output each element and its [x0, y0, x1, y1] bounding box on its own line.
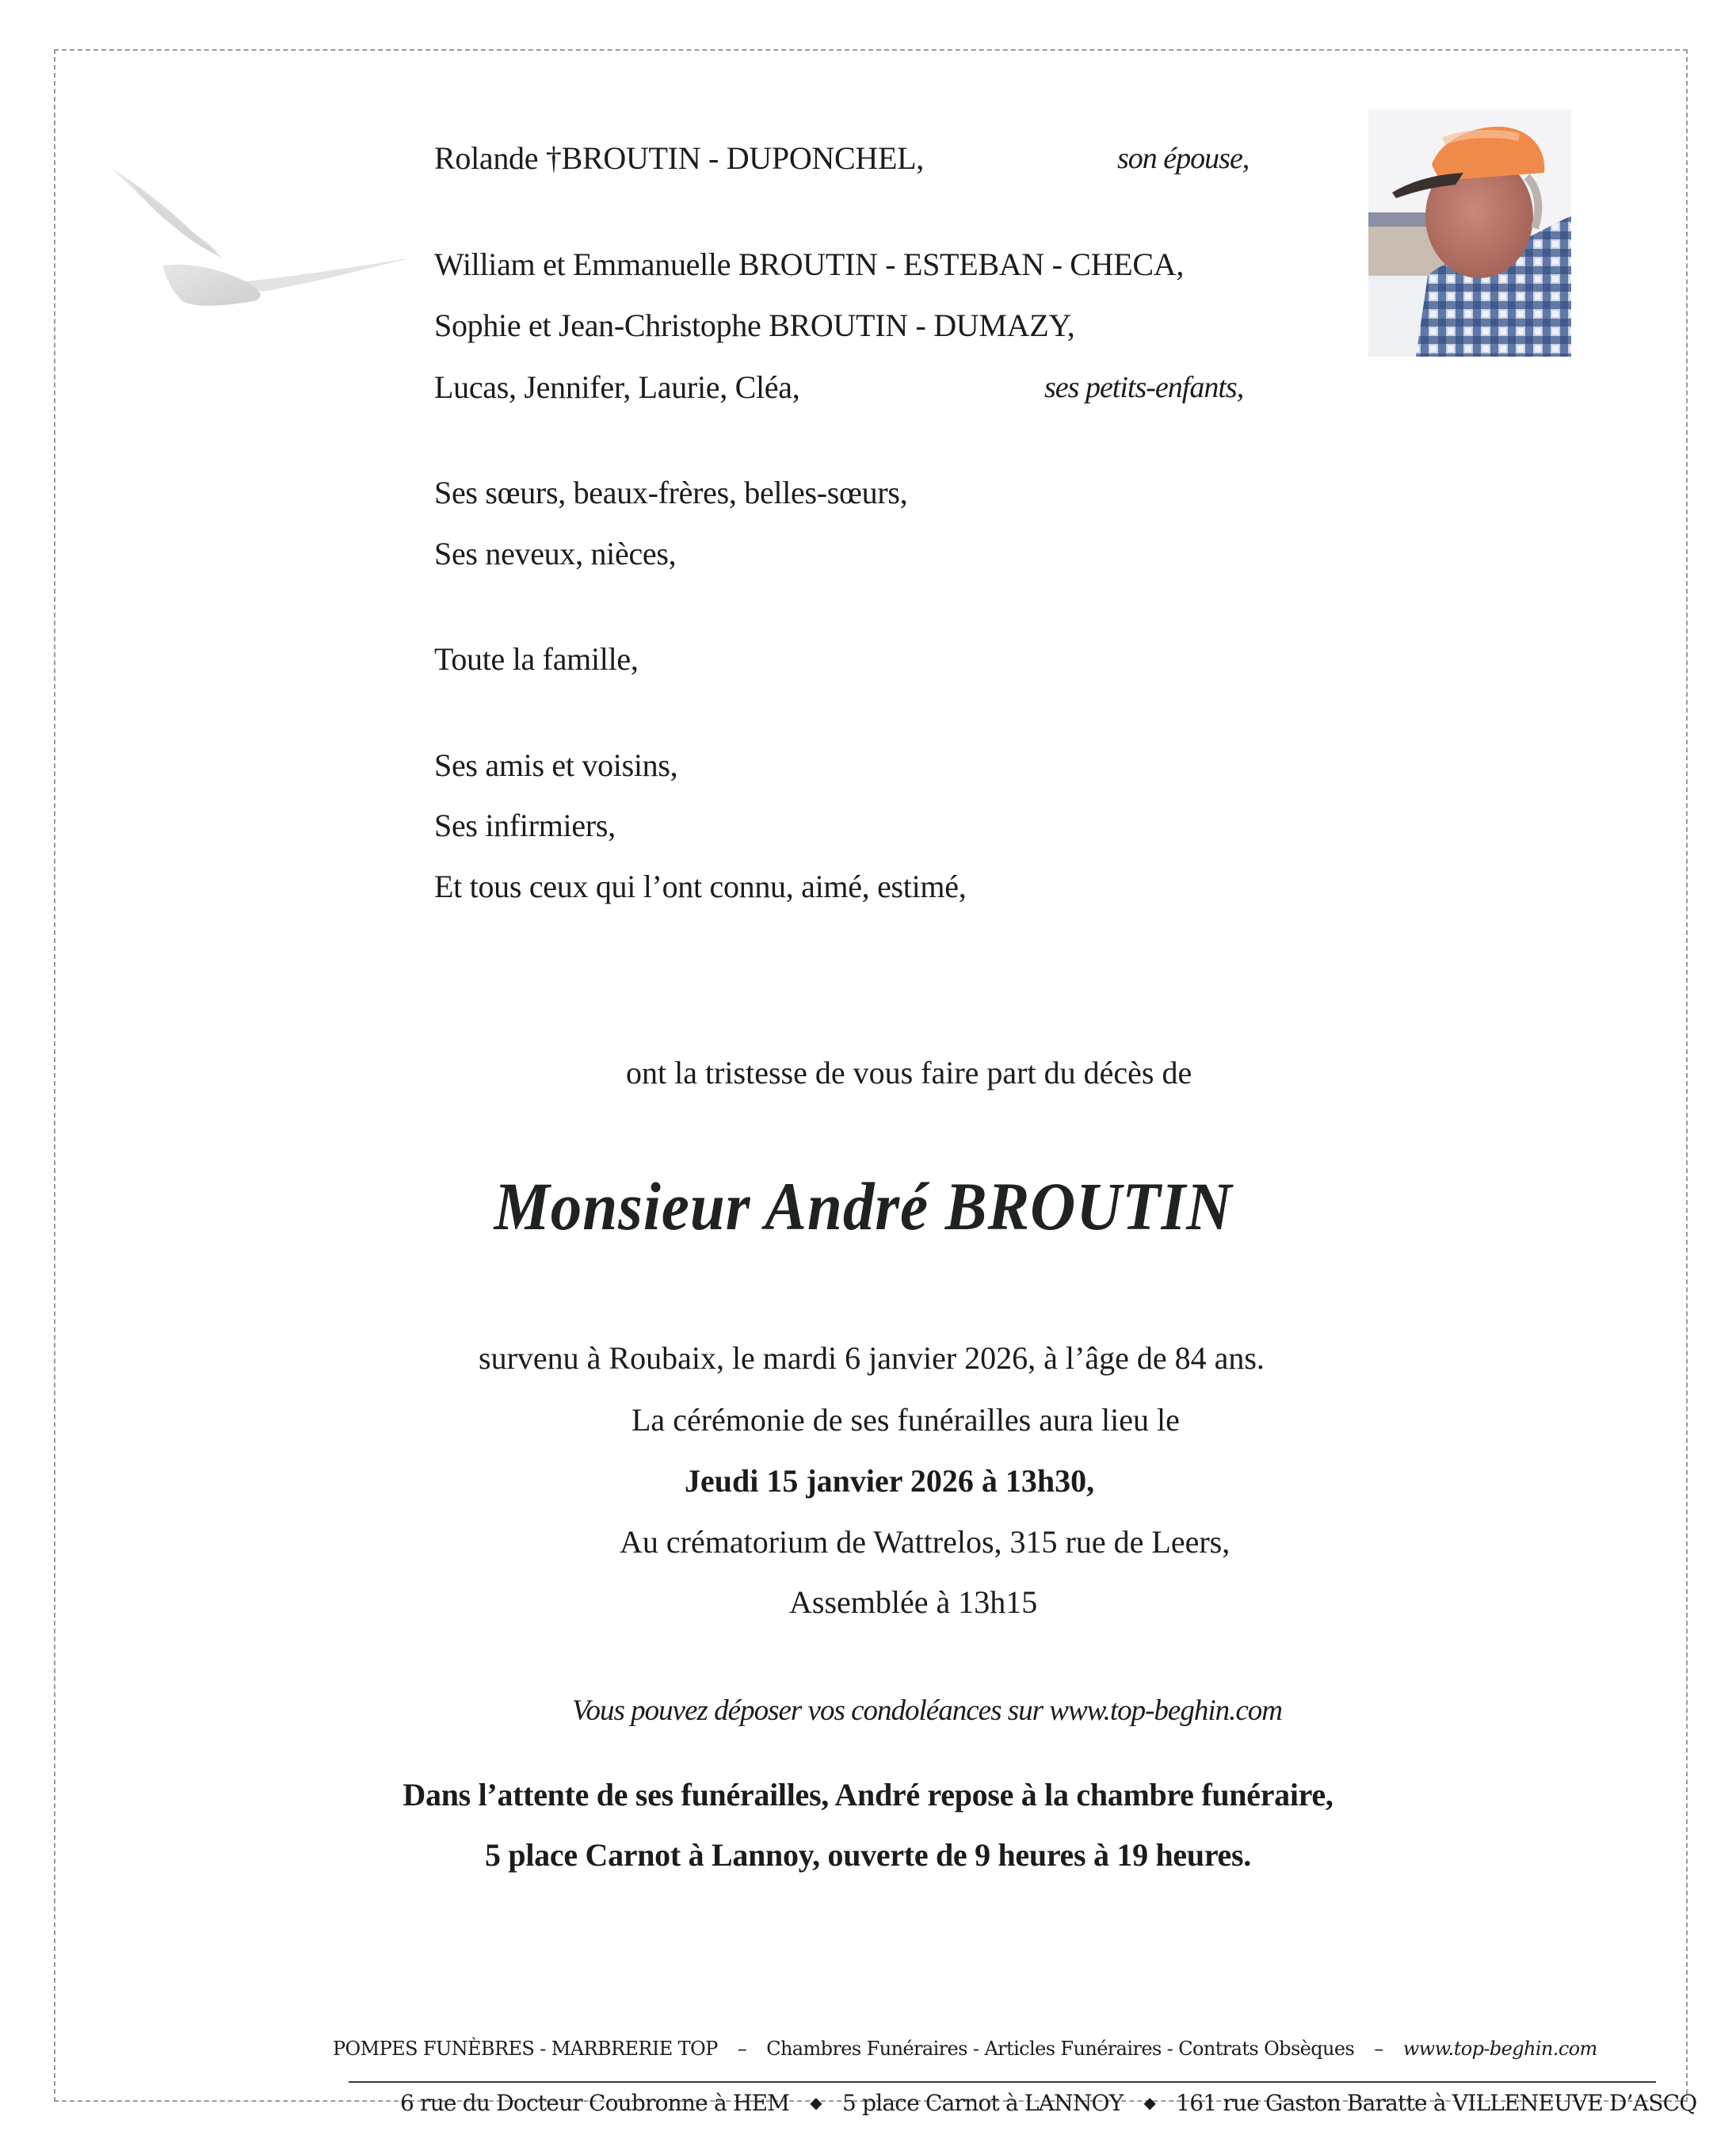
condolences-note: Vous pouvez déposer vos condoléances sur www.top-beghin.com [572, 1694, 1283, 1727]
family-all-line: Toute la famille, [434, 641, 639, 677]
relatives-line: Ses neveux, nièces, [434, 536, 677, 571]
footer-services: Chambres Funéraires - Articles Funéraires - Contrats Obsèques [766, 2038, 1355, 2060]
spouse-first-name: Rolande [434, 140, 539, 176]
rest-line-2: 5 place Carnot à Lannoy, ouverte de 9 heures à 19 heures. [485, 1837, 1251, 1873]
rest-line-1: Dans l’attente de ses funérailles, André repose à la chambre funéraire, [403, 1777, 1333, 1813]
footer-addresses-line [400, 2089, 1696, 2117]
footer-company: POMPES FUNÈBRES - MARBRERIE TOP [333, 2038, 718, 2060]
footer-website-link[interactable]: www.top-beghin.com [1402, 2038, 1597, 2060]
portrait-photo [1368, 109, 1571, 357]
child-line: Sophie et Jean-Christophe BROUTIN - DUMAZY, [434, 308, 1075, 343]
assembly-time: Assemblée à 13h15 [789, 1584, 1038, 1620]
footer-separator-line [349, 2081, 1656, 2083]
ceremony-date: Jeudi 15 janvier 2026 à 13h30, [685, 1463, 1095, 1499]
ceremony-intro: La cérémonie de ses funérailles aura lieu le [631, 1402, 1180, 1438]
portrait-image [1368, 109, 1571, 357]
footer-address-lannoy: 5 place Carnot à LANNOY [841, 2090, 1124, 2116]
dove-icon [103, 151, 420, 317]
footer-company-line [333, 2037, 1597, 2061]
spouse-line [434, 139, 924, 178]
footer-address-hem: 6 rue du Docteur Coubronne à HEM [400, 2090, 790, 2116]
spouse-role: son épouse, [1117, 142, 1250, 175]
death-details: survenu à Roubaix, le mardi 6 janvier 2026, à l’âge de 84 ans. [479, 1340, 1265, 1376]
spouse-surname: BROUTIN - DUPONCHEL, [561, 140, 924, 176]
friends-line: Et tous ceux qui l’ont connu, aimé, estimé, [434, 869, 967, 904]
footer-address-villeneuve: 161 rue Gaston Baratte à VILLENEUVE D’ASCQ [1176, 2090, 1697, 2116]
friends-line: Ses infirmiers, [434, 808, 616, 843]
grandchildren-line: Lucas, Jennifer, Laurie, Cléa, [434, 369, 800, 405]
footer-dash: – [1374, 2038, 1383, 2060]
diamond-icon: ◆ [1143, 2093, 1156, 2112]
deceased-name-container [0, 1167, 1731, 1246]
announcement-intro: ont la tristesse de vous faire part du décès de [626, 1055, 1192, 1091]
grandchildren-role: ses petits-enfants, [1044, 371, 1244, 404]
ceremony-place: Au crématorium de Wattrelos, 315 rue de Leers, [620, 1524, 1230, 1560]
cross-icon: † [545, 140, 562, 176]
footer-dash: – [737, 2038, 747, 2060]
deceased-name: Monsieur André BROUTIN [494, 1168, 1233, 1244]
child-line: William et Emmanuelle BROUTIN - ESTEBAN - CHECA, [434, 246, 1185, 282]
friends-line: Ses amis et voisins, [434, 747, 678, 783]
relatives-line: Ses sœurs, beaux-frères, belles-sœurs, [434, 475, 908, 510]
diamond-icon: ◆ [810, 2093, 822, 2112]
